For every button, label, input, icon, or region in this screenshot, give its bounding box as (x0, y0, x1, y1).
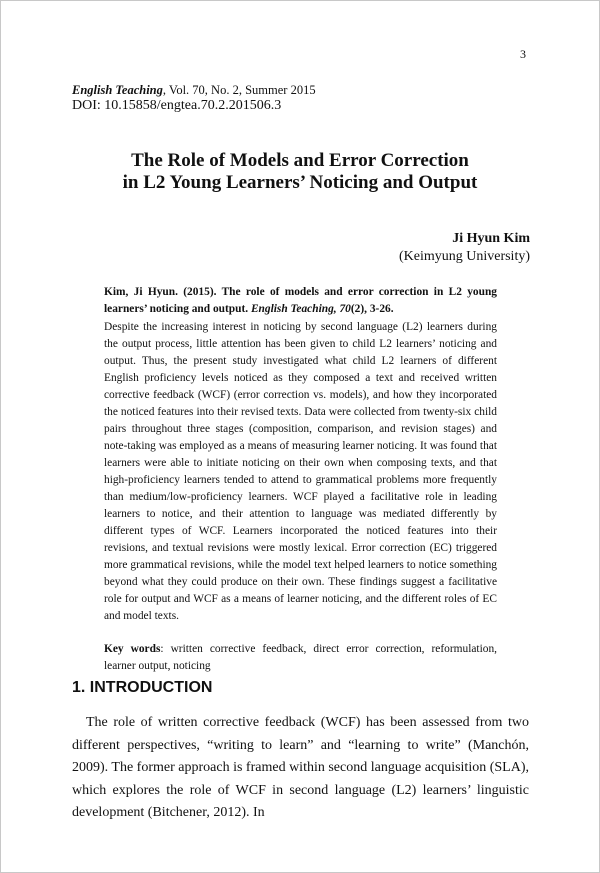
author-affiliation: (Keimyung University) (398, 249, 530, 264)
author-name: Ji Hyun Kim (452, 231, 530, 246)
abstract-text: Despite the increasing interest in noticing by second language (L2) learners during the output process, little attention has been given to child L2 learners’ noticing and output. Thus, the present study investigated what child L2 learners of different English proficiency levels noticed as they composed a text and received written corrective feedback (WCF) (error correction vs. models), and how they incorporated the noticed features into their revised texts. Data were collected from twenty-six child pairs throughout three stages (composition, comparison, and revision stages) and note-taking was employed as a means of measuring learner noticing. It was found that learners were able to initiate noticing on their own when composing texts, and that high-proficiency learners tended to attend to grammatical problems more frequently than medium/low-proficiency learners. WCF played a facilitative role in leading learners to notice, and their attention to language was mediated differently by different types of WCF. Learners incorporated the noticed features into their revisions, and textual revisions were mostly lexical. Error correction (EC) triggered more grammatical revisions, while the model text helped learners to notice something beyond what they could produce on their own. These findings suggest a facilitative role for output and WCF as a means of learner noticing, and the different roles of EC and model texts. (104, 321, 497, 622)
section-heading: 1. INTRODUCTION (72, 679, 213, 696)
journal-info (72, 83, 316, 98)
title-line-1: The Role of Models and Error Correction (131, 150, 469, 171)
journal-name: English Teaching (72, 83, 163, 97)
intro-paragraph: The role of written corrective feedback (WCF) has been assessed from two different perspectives, “writing to learn” and “learning to write” (Manchón, 2009). The former approach is framed within second language acquisition (SLA), which explores the role of WCF in second language (L2) learners’ linguistic development (Bitchener, 2012). In (72, 715, 529, 820)
citation-rest: (2), 3-26. (350, 303, 394, 315)
keywords (104, 641, 497, 675)
keywords-text: : written corrective feedback, direct error correction, reformulation, learner output, noticing (104, 643, 497, 672)
abstract-block (104, 284, 497, 675)
paper-title (0, 150, 600, 194)
page-number: 3 (520, 47, 526, 61)
citation-journal: English Teaching, 70 (250, 303, 351, 315)
title-line-2: in L2 Young Learners’ Noticing and Output (122, 172, 478, 193)
citation (104, 284, 497, 318)
doi: DOI: 10.15858/engtea.70.2.201506.3 (72, 98, 282, 113)
journal-details: , Vol. 70, No. 2, Summer 2015 (162, 83, 316, 97)
citation-text: Kim, Ji Hyun. (2015). The role of models and error correction in L2 young learners’ noticing and output. (104, 286, 497, 315)
keywords-label: Key words (104, 643, 161, 655)
